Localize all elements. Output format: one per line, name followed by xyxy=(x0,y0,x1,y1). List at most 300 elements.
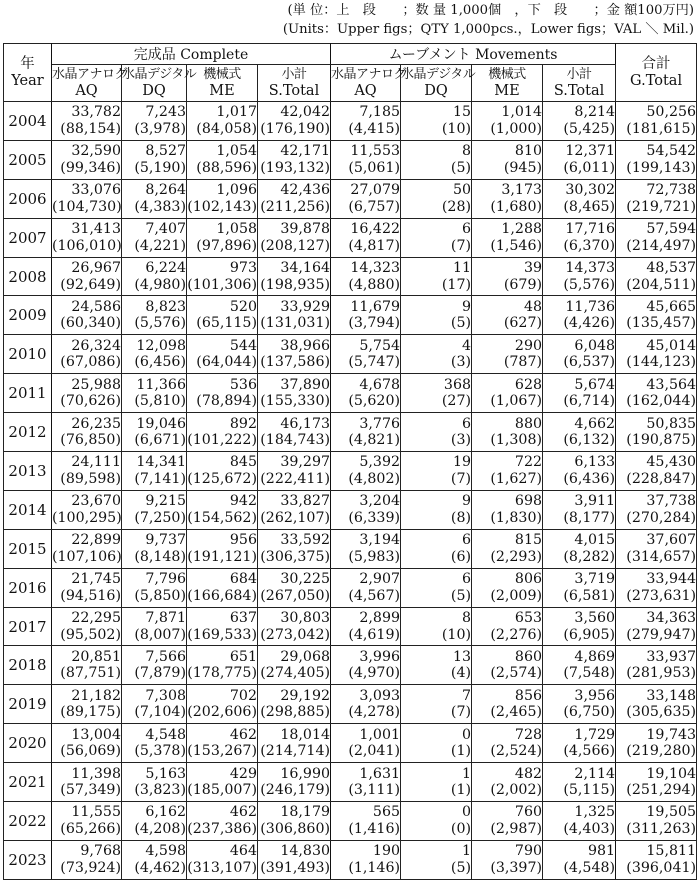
quantity-value: 1,058 xyxy=(216,221,257,238)
quantity-value: 14,830 xyxy=(280,843,331,860)
amount-value: (214,714) xyxy=(260,743,331,760)
table-row xyxy=(4,179,697,218)
quantity-value: 462 xyxy=(229,726,257,743)
amount-value: (64,044) xyxy=(196,354,257,371)
value-cell xyxy=(258,763,331,802)
table-row xyxy=(4,257,697,296)
quantity-value: 33,944 xyxy=(646,571,697,588)
amount-value: (107,106) xyxy=(52,548,122,565)
value-cell xyxy=(52,335,122,374)
year-cell: 2011 xyxy=(4,374,52,413)
quantity-value: 18,014 xyxy=(280,726,331,743)
amount-value: (4,567) xyxy=(348,587,401,604)
value-cell xyxy=(52,568,122,607)
value-cell xyxy=(472,179,543,218)
value-cell xyxy=(52,374,122,413)
value-cell xyxy=(543,568,616,607)
quantity-value: 33,148 xyxy=(646,687,697,704)
amount-value: (202,606) xyxy=(187,704,257,721)
value-cell xyxy=(472,335,543,374)
value-cell xyxy=(472,140,543,179)
amount-value: (204,511) xyxy=(626,276,697,293)
amount-value: (6,436) xyxy=(563,470,616,487)
value-cell xyxy=(401,257,472,296)
table-row xyxy=(4,802,697,841)
value-cell xyxy=(331,257,401,296)
amount-value: (4,415) xyxy=(348,120,401,137)
column-header xyxy=(331,65,407,102)
quantity-value: 33,827 xyxy=(280,493,331,510)
quantity-value: 9,768 xyxy=(80,843,121,860)
quantity-value: 810 xyxy=(514,143,543,160)
quantity-value: 3,194 xyxy=(359,532,401,549)
value-cell xyxy=(401,802,472,841)
table-row xyxy=(4,102,697,141)
year-cell: 2016 xyxy=(4,568,52,607)
value-cell xyxy=(258,413,331,452)
year-cell: 2012 xyxy=(4,413,52,452)
quantity-value: 4,548 xyxy=(145,726,186,743)
quantity-value: 544 xyxy=(229,337,257,354)
amount-value: (73,924) xyxy=(60,859,121,876)
value-cell xyxy=(616,763,697,802)
amount-value: (627) xyxy=(503,315,543,332)
amount-value: (184,743) xyxy=(260,432,331,449)
value-cell xyxy=(543,374,616,413)
quantity-value: 11,398 xyxy=(71,765,121,782)
quantity-value: 1,017 xyxy=(216,104,257,121)
value-cell xyxy=(543,646,616,685)
quantity-value: 3,093 xyxy=(359,687,401,704)
value-cell xyxy=(616,452,697,491)
quantity-value: 9,215 xyxy=(145,493,186,510)
amount-value: (10) xyxy=(441,626,472,643)
amount-value: (4,221) xyxy=(134,237,186,254)
value-cell xyxy=(331,452,401,491)
amount-value: (155,330) xyxy=(260,393,331,410)
value-cell xyxy=(187,413,258,452)
quantity-value: 4,015 xyxy=(574,532,616,549)
value-cell xyxy=(543,296,616,335)
value-cell xyxy=(543,179,616,218)
amount-value: (4,970) xyxy=(348,665,401,682)
amount-value: (99,346) xyxy=(60,159,121,176)
value-cell xyxy=(187,218,258,257)
value-cell xyxy=(187,802,258,841)
column-header xyxy=(472,65,543,102)
quantity-value: 5,163 xyxy=(145,765,186,782)
value-cell xyxy=(472,452,543,491)
quantity-value: 1,054 xyxy=(216,143,257,160)
amount-value: (2,041) xyxy=(348,743,401,760)
value-cell xyxy=(331,335,401,374)
quantity-value: 0 xyxy=(461,726,472,743)
quantity-value: 1,729 xyxy=(574,726,616,743)
units-note-japanese: (単 位：上 段 ；数 量 1,000個 ，下 段 ；金 額100万円) xyxy=(287,3,694,18)
amount-value: (6,339) xyxy=(348,509,401,526)
quantity-value: 32,590 xyxy=(71,143,121,160)
amount-value: (7,548) xyxy=(563,665,616,682)
column-header-en: ME xyxy=(209,83,235,99)
column-header-jp: 小計 xyxy=(281,67,307,82)
amount-value: (89,175) xyxy=(60,704,121,721)
quantity-value: 6 xyxy=(461,221,472,238)
table-row xyxy=(4,413,697,452)
quantity-value: 536 xyxy=(229,376,257,393)
value-cell xyxy=(331,763,401,802)
value-cell xyxy=(401,724,472,763)
quantity-value: 3,204 xyxy=(359,493,401,510)
amount-value: (7,104) xyxy=(134,704,186,721)
value-cell xyxy=(122,102,187,141)
value-cell xyxy=(616,140,697,179)
quantity-value: 1 xyxy=(461,843,472,860)
quantity-value: 2,899 xyxy=(359,610,401,627)
quantity-value: 42,171 xyxy=(280,143,331,160)
quantity-value: 462 xyxy=(229,804,257,821)
column-header xyxy=(52,65,128,102)
quantity-value: 9 xyxy=(461,493,472,510)
amount-value: (6) xyxy=(450,548,472,565)
amount-value: (5,850) xyxy=(134,587,186,604)
quantity-value: 27,079 xyxy=(350,182,401,199)
amount-value: (1) xyxy=(450,782,472,799)
quantity-value: 7,796 xyxy=(145,571,186,588)
amount-value: (3,111) xyxy=(348,782,401,799)
amount-value: (2,987) xyxy=(490,820,543,837)
value-cell xyxy=(122,257,187,296)
quantity-value: 7,566 xyxy=(145,648,186,665)
quantity-value: 4,678 xyxy=(359,376,401,393)
value-cell xyxy=(401,452,472,491)
value-cell xyxy=(122,452,187,491)
quantity-value: 6,224 xyxy=(145,260,186,276)
quantity-value: 2,114 xyxy=(574,765,616,782)
amount-value: (5,576) xyxy=(563,276,616,293)
value-cell xyxy=(472,296,543,335)
amount-value: (219,280) xyxy=(626,743,697,760)
quantity-value: 16,422 xyxy=(350,221,401,238)
amount-value: (8) xyxy=(450,509,472,526)
quantity-value: 34,164 xyxy=(280,260,331,276)
value-cell xyxy=(52,218,122,257)
quantity-value: 6 xyxy=(461,532,472,549)
quantity-value: 4,598 xyxy=(145,843,186,860)
amount-value: (4,817) xyxy=(348,237,401,254)
value-cell xyxy=(616,374,697,413)
amount-value: (4,980) xyxy=(134,276,186,293)
column-header-jp: 水晶アナログ xyxy=(331,67,407,82)
amount-value: (2,465) xyxy=(490,704,543,721)
amount-value: (100,295) xyxy=(52,509,122,526)
value-cell xyxy=(187,607,258,646)
amount-value: (8,177) xyxy=(563,509,616,526)
value-cell xyxy=(401,296,472,335)
value-cell xyxy=(401,179,472,218)
amount-value: (97,896) xyxy=(196,237,257,254)
amount-value: (6,714) xyxy=(563,393,616,410)
value-cell xyxy=(472,568,543,607)
quantity-value: 19,046 xyxy=(136,415,186,432)
amount-value: (6,671) xyxy=(134,432,186,449)
year-cell: 2021 xyxy=(4,763,52,802)
amount-value: (3,397) xyxy=(490,859,543,876)
amount-value: (191,121) xyxy=(187,548,257,565)
quantity-value: 1,001 xyxy=(359,726,401,743)
quantity-value: 31,413 xyxy=(71,221,121,238)
amount-value: (0) xyxy=(450,820,472,837)
quantity-value: 728 xyxy=(514,726,543,743)
amount-value: (95,502) xyxy=(60,626,121,643)
quantity-value: 3,911 xyxy=(574,493,616,510)
amount-value: (4,403) xyxy=(563,820,616,837)
value-cell xyxy=(52,413,122,452)
quantity-value: 20,851 xyxy=(71,648,121,665)
quantity-value: 50,835 xyxy=(646,415,697,432)
amount-value: (219,721) xyxy=(626,198,697,215)
quantity-value: 860 xyxy=(514,648,543,665)
value-cell xyxy=(187,840,258,879)
value-cell xyxy=(122,218,187,257)
value-cell xyxy=(543,802,616,841)
amount-value: (102,143) xyxy=(187,198,257,215)
amount-value: (193,132) xyxy=(260,159,331,176)
amount-value: (5,425) xyxy=(563,120,616,137)
quantity-value: 26,235 xyxy=(71,415,121,432)
quantity-value: 520 xyxy=(229,298,257,315)
value-cell xyxy=(52,452,122,491)
quantity-value: 15,811 xyxy=(646,843,697,860)
quantity-value: 39 xyxy=(523,260,543,276)
quantity-value: 30,302 xyxy=(565,182,616,199)
amount-value: (6,905) xyxy=(563,626,616,643)
amount-value: (313,107) xyxy=(187,859,257,876)
quantity-value: 19,104 xyxy=(646,765,697,782)
amount-value: (5,576) xyxy=(134,315,186,332)
amount-value: (4,208) xyxy=(134,820,186,837)
quantity-value: 6,162 xyxy=(145,804,186,821)
quantity-value: 702 xyxy=(229,687,257,704)
quantity-value: 46,173 xyxy=(280,415,331,432)
amount-value: (273,042) xyxy=(260,626,331,643)
column-header-jp: 小計 xyxy=(566,67,592,82)
column-header xyxy=(187,65,258,102)
amount-value: (4,566) xyxy=(563,743,616,760)
quantity-value: 8,264 xyxy=(145,182,186,199)
quantity-value: 57,594 xyxy=(646,221,697,238)
amount-value: (190,875) xyxy=(626,432,697,449)
amount-value: (262,107) xyxy=(260,509,331,526)
quantity-value: 13,004 xyxy=(71,726,121,743)
value-cell xyxy=(187,685,258,724)
complete-group-header: 完成品 Complete xyxy=(52,44,331,65)
value-cell xyxy=(122,646,187,685)
value-cell xyxy=(472,607,543,646)
value-cell xyxy=(472,646,543,685)
quantity-value: 19,743 xyxy=(646,726,697,743)
amount-value: (144,123) xyxy=(626,354,697,371)
value-cell xyxy=(258,296,331,335)
quantity-value: 3,173 xyxy=(501,182,543,199)
quantity-value: 806 xyxy=(514,571,543,588)
amount-value: (6,011) xyxy=(563,159,616,176)
movements-group-header: ムーブメント Movements xyxy=(331,44,616,65)
quantity-value: 16,990 xyxy=(280,765,331,782)
value-cell xyxy=(543,335,616,374)
value-cell xyxy=(52,140,122,179)
value-cell xyxy=(616,529,697,568)
amount-value: (237,386) xyxy=(187,820,257,837)
table-row xyxy=(4,568,697,607)
value-cell xyxy=(52,724,122,763)
quantity-value: 482 xyxy=(514,765,543,782)
quantity-value: 24,111 xyxy=(71,454,121,471)
value-cell xyxy=(331,685,401,724)
value-cell xyxy=(122,374,187,413)
quantity-value: 760 xyxy=(514,804,543,821)
value-cell xyxy=(52,607,122,646)
amount-value: (273,631) xyxy=(626,587,697,604)
value-cell xyxy=(122,140,187,179)
value-cell xyxy=(187,529,258,568)
value-cell xyxy=(52,102,122,141)
table-row xyxy=(4,452,697,491)
quantity-value: 37,738 xyxy=(646,493,697,510)
amount-value: (6,456) xyxy=(134,354,186,371)
value-cell xyxy=(258,607,331,646)
value-cell xyxy=(401,763,472,802)
value-cell xyxy=(616,413,697,452)
quantity-value: 6,048 xyxy=(574,337,616,354)
amount-value: (1) xyxy=(450,743,472,760)
amount-value: (135,457) xyxy=(626,315,697,332)
quantity-value: 7 xyxy=(461,687,472,704)
quantity-value: 14,341 xyxy=(136,454,186,471)
quantity-value: 856 xyxy=(514,687,543,704)
value-cell xyxy=(331,218,401,257)
value-cell xyxy=(187,646,258,685)
quantity-value: 11 xyxy=(452,260,472,276)
grand-total-header xyxy=(616,44,697,102)
quantity-value: 6,133 xyxy=(574,454,616,471)
table-row xyxy=(4,335,697,374)
quantity-value: 722 xyxy=(514,454,543,471)
amount-value: (65,115) xyxy=(196,315,257,332)
value-cell xyxy=(472,218,543,257)
quantity-value: 7,871 xyxy=(145,610,186,627)
amount-value: (199,143) xyxy=(626,159,697,176)
value-cell xyxy=(472,529,543,568)
column-header-jp: 水晶アナログ xyxy=(52,67,128,82)
quantity-value: 33,937 xyxy=(646,648,697,665)
quantity-value: 368 xyxy=(443,376,472,393)
quantity-value: 815 xyxy=(514,532,543,549)
table-row xyxy=(4,140,697,179)
amount-value: (1,067) xyxy=(490,393,543,410)
amount-value: (5) xyxy=(450,587,472,604)
quantity-value: 1,014 xyxy=(501,104,543,121)
amount-value: (306,375) xyxy=(260,548,331,565)
value-cell xyxy=(616,102,697,141)
value-cell xyxy=(543,840,616,879)
value-cell xyxy=(472,102,543,141)
amount-value: (185,007) xyxy=(187,782,257,799)
year-cell: 2013 xyxy=(4,452,52,491)
value-cell xyxy=(258,724,331,763)
year-header-jp: 年 xyxy=(20,55,35,72)
amount-value: (2,276) xyxy=(490,626,543,643)
quantity-value: 9 xyxy=(461,298,472,315)
amount-value: (4,278) xyxy=(348,704,401,721)
quantity-value: 14,323 xyxy=(350,260,401,276)
amount-value: (153,267) xyxy=(187,743,257,760)
quantity-value: 12,098 xyxy=(136,337,186,354)
value-cell xyxy=(543,140,616,179)
quantity-value: 1,096 xyxy=(216,182,257,199)
year-header-en: Year xyxy=(11,72,44,89)
amount-value: (7) xyxy=(450,704,472,721)
value-cell xyxy=(331,179,401,218)
value-cell xyxy=(401,413,472,452)
amount-value: (4,426) xyxy=(563,315,616,332)
amount-value: (6,757) xyxy=(348,198,401,215)
column-header-jp: 水晶デジタル xyxy=(401,67,476,82)
year-cell: 2020 xyxy=(4,724,52,763)
value-cell xyxy=(331,490,401,529)
column-header-jp: 機械式 xyxy=(203,67,241,82)
amount-value: (78,894) xyxy=(196,393,257,410)
quantity-value: 11,679 xyxy=(350,298,401,315)
quantity-value: 29,068 xyxy=(280,648,331,665)
amount-value: (4,383) xyxy=(134,198,186,215)
amount-value: (4) xyxy=(450,665,472,682)
amount-value: (6,132) xyxy=(563,432,616,449)
value-cell xyxy=(543,218,616,257)
amount-value: (2,293) xyxy=(490,548,543,565)
quantity-value: 464 xyxy=(229,843,257,860)
year-cell: 2015 xyxy=(4,529,52,568)
year-cell: 2017 xyxy=(4,607,52,646)
amount-value: (298,885) xyxy=(260,704,331,721)
amount-value: (3) xyxy=(450,432,472,449)
year-cell: 2009 xyxy=(4,296,52,335)
quantity-value: 6 xyxy=(461,415,472,432)
amount-value: (396,041) xyxy=(626,859,697,876)
quantity-value: 1,288 xyxy=(501,221,543,238)
value-cell xyxy=(401,607,472,646)
column-header-en: S.Total xyxy=(268,83,320,99)
value-cell xyxy=(258,374,331,413)
amount-value: (7,141) xyxy=(134,470,186,487)
amount-value: (5) xyxy=(450,315,472,332)
value-cell xyxy=(401,490,472,529)
amount-value: (679) xyxy=(503,276,543,293)
quantity-value: 1,325 xyxy=(574,804,616,821)
amount-value: (3,794) xyxy=(348,315,401,332)
value-cell xyxy=(616,802,697,841)
value-cell xyxy=(122,802,187,841)
quantity-value: 7,407 xyxy=(145,221,186,238)
amount-value: (279,947) xyxy=(626,626,697,643)
quantity-value: 3,719 xyxy=(574,571,616,588)
value-cell xyxy=(472,802,543,841)
value-cell xyxy=(122,724,187,763)
value-cell xyxy=(187,140,258,179)
year-cell: 2010 xyxy=(4,335,52,374)
value-cell xyxy=(543,102,616,141)
column-header xyxy=(401,65,476,102)
table-row xyxy=(4,374,697,413)
